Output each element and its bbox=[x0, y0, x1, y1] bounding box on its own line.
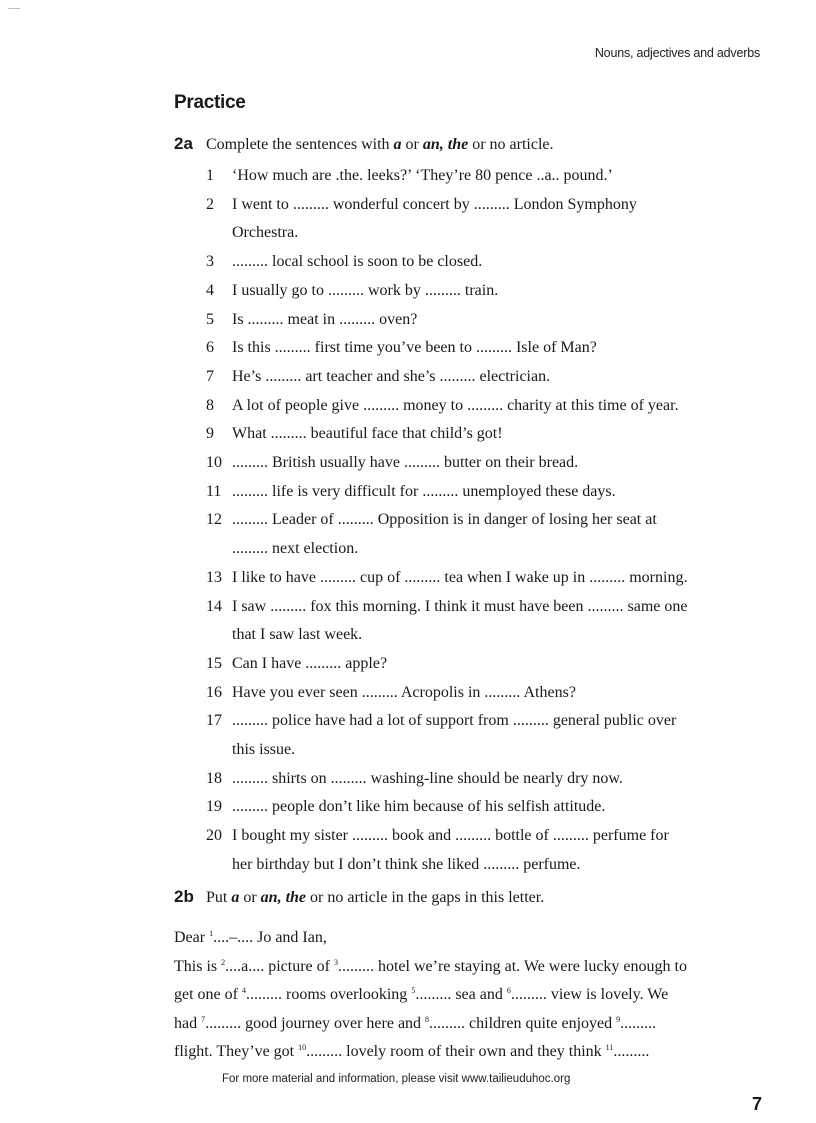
item-text: ......... people don’t like him because of his selfish attitude. bbox=[232, 798, 606, 816]
letter-text: ......... bbox=[620, 1014, 657, 1032]
item-number: 11 bbox=[206, 482, 222, 500]
exercise-2a-heading bbox=[174, 134, 554, 155]
letter-text: ....–.... Jo and Ian, bbox=[213, 929, 327, 946]
exercise-item bbox=[206, 363, 687, 392]
exercise-number: 2b bbox=[174, 887, 194, 906]
exercise-item bbox=[206, 822, 687, 851]
item-number: 16 bbox=[206, 683, 222, 701]
item-text: ......... next election. bbox=[232, 540, 359, 558]
gap-number: 8 bbox=[425, 1014, 430, 1024]
item-number: 9 bbox=[206, 425, 214, 443]
letter-text: get one of bbox=[174, 986, 242, 1003]
letter-text: ....a.... picture of bbox=[225, 957, 334, 975]
item-text: ......... Leader of ......... Opposition is in danger of losing her seat at bbox=[232, 511, 657, 529]
exercise-item bbox=[206, 793, 687, 822]
exercise-item bbox=[206, 650, 687, 679]
exercise-item bbox=[206, 478, 687, 507]
item-text: Is this ......... first time you’ve been to ......... Isle of Man? bbox=[232, 339, 597, 357]
letter-line bbox=[174, 1038, 687, 1067]
exercise-item-continuation bbox=[206, 736, 687, 765]
letter-text: ......... view is lovely. We bbox=[510, 986, 669, 1003]
item-text: Can I have ......... apple? bbox=[232, 654, 388, 672]
letter-line bbox=[174, 953, 687, 982]
exercise-instruction bbox=[206, 889, 544, 906]
exercise-item bbox=[206, 420, 687, 449]
item-text: her birthday but I don’t think she liked ......... perfume. bbox=[232, 855, 581, 873]
letter-text: Dear bbox=[174, 929, 210, 946]
exercise-item-continuation bbox=[206, 621, 687, 650]
letter-line bbox=[174, 1010, 687, 1039]
exercise-item-continuation bbox=[206, 535, 687, 564]
exercise-item bbox=[206, 392, 687, 421]
item-number: 7 bbox=[206, 367, 214, 385]
item-number: 15 bbox=[206, 654, 222, 672]
instruction-text: Put bbox=[206, 889, 232, 906]
letter-text: ......... rooms overlooking bbox=[245, 986, 412, 1003]
gap-number: 10 bbox=[298, 1043, 307, 1052]
gap-number: 6 bbox=[506, 986, 511, 995]
item-text: I like to have ......... cup of ......... tea when I wake up in ......... morning. bbox=[232, 568, 688, 586]
item-number: 3 bbox=[206, 253, 214, 271]
item-number: 20 bbox=[206, 827, 222, 845]
letter-text: ......... lovely room of their own and they think bbox=[306, 1043, 606, 1060]
exercise-item bbox=[206, 449, 687, 478]
gap-number: 9 bbox=[616, 1014, 621, 1024]
item-number: 4 bbox=[206, 281, 214, 299]
gap-number: 2 bbox=[221, 957, 226, 967]
instruction-text: the bbox=[285, 889, 307, 906]
item-number: 14 bbox=[206, 597, 222, 615]
exercise-item bbox=[206, 679, 687, 708]
item-text: I saw ......... fox this morning. I think it must have been ......... same one bbox=[232, 597, 688, 615]
item-number: 10 bbox=[206, 454, 222, 472]
gap-number: 1 bbox=[209, 929, 214, 938]
item-text: I went to ......... wonderful concert by ......... London Symphony bbox=[232, 195, 637, 213]
item-number: 6 bbox=[206, 339, 214, 357]
instruction-text: or no article. bbox=[468, 136, 554, 153]
letter-text: ......... sea and bbox=[415, 986, 507, 1003]
exercise-item bbox=[206, 248, 687, 277]
exercise-2b-heading bbox=[174, 887, 544, 908]
item-text: that I saw last week. bbox=[232, 626, 363, 644]
instruction-text: an, bbox=[422, 136, 444, 153]
item-number: 8 bbox=[206, 396, 214, 414]
corner-crop-mark bbox=[8, 8, 20, 9]
footer-note: For more material and information, please visit www.tailieuduhoc.org bbox=[222, 1073, 571, 1085]
gap-number: 11 bbox=[605, 1043, 614, 1052]
exercise-2b-letter bbox=[174, 924, 687, 1067]
exercise-item bbox=[206, 564, 687, 593]
gap-number: 3 bbox=[333, 957, 338, 967]
instruction-text: or bbox=[239, 889, 261, 906]
item-text: Have you ever seen ......... Acropolis in ......... Athens? bbox=[232, 683, 576, 701]
letter-text: ......... good journey over here and bbox=[205, 1014, 426, 1032]
item-text: ......... British usually have ......... butter on their bread. bbox=[232, 454, 579, 472]
letter-text: This is bbox=[174, 957, 222, 975]
item-text: ......... life is very difficult for ......... unemployed these days. bbox=[232, 482, 616, 500]
item-number: 1 bbox=[206, 167, 214, 184]
exercise-item bbox=[206, 191, 687, 220]
instruction-text: the bbox=[447, 136, 469, 153]
exercise-instruction bbox=[206, 136, 554, 153]
item-number: 12 bbox=[206, 511, 222, 529]
item-number: 18 bbox=[206, 769, 222, 787]
gap-number: 5 bbox=[411, 986, 416, 995]
item-text: this issue. bbox=[232, 741, 296, 759]
item-text: I usually go to ......... work by ......... train. bbox=[232, 281, 499, 299]
exercise-item bbox=[206, 277, 687, 306]
exercise-item bbox=[206, 162, 687, 191]
exercise-item bbox=[206, 707, 687, 736]
item-text: ......... police have had a lot of support from ......... general public over bbox=[232, 712, 677, 730]
letter-text: ......... hotel we’re staying at. We were lucky enough to bbox=[337, 957, 687, 975]
exercise-number: 2a bbox=[174, 134, 193, 153]
item-text: A lot of people give ......... money to ......... charity at this time of year. bbox=[232, 396, 679, 414]
exercise-item bbox=[206, 306, 687, 335]
instruction-text: Complete the sentences with bbox=[206, 136, 394, 153]
item-text: ......... local school is soon to be closed. bbox=[232, 253, 483, 271]
exercise-item-continuation bbox=[206, 219, 687, 248]
letter-line bbox=[174, 981, 687, 1010]
running-head: Nouns, adjectives and adverbs bbox=[594, 46, 760, 60]
letter-line bbox=[174, 924, 687, 953]
gap-number: 4 bbox=[241, 986, 246, 995]
item-number: 5 bbox=[206, 310, 214, 328]
item-number: 13 bbox=[206, 568, 222, 586]
exercise-item bbox=[206, 506, 687, 535]
item-number: 17 bbox=[206, 712, 222, 730]
letter-text: ......... children quite enjoyed bbox=[429, 1014, 617, 1032]
instruction-text: an, bbox=[260, 889, 282, 906]
exercise-item bbox=[206, 765, 687, 794]
gap-number: 7 bbox=[201, 1014, 206, 1024]
item-text: What ......... beautiful face that child’s got! bbox=[232, 425, 503, 443]
page-number: 7 bbox=[751, 1094, 762, 1114]
exercise-item bbox=[206, 334, 687, 363]
letter-text: had bbox=[174, 1014, 202, 1032]
item-text: He’s ......... art teacher and she’s ......... electrician. bbox=[232, 367, 551, 385]
item-number: 2 bbox=[206, 195, 214, 213]
item-text: ......... shirts on ......... washing-line should be nearly dry now. bbox=[232, 769, 623, 787]
item-text: Orchestra. bbox=[232, 224, 299, 242]
instruction-text: or bbox=[401, 136, 423, 153]
letter-text: ......... bbox=[613, 1043, 650, 1060]
instruction-text: or no article in the gaps in this letter. bbox=[306, 889, 545, 906]
exercise-item bbox=[206, 593, 687, 622]
instruction-text: a bbox=[393, 136, 402, 153]
item-number: 19 bbox=[206, 798, 222, 816]
item-text: Is ......... meat in ......... oven? bbox=[232, 310, 418, 328]
exercise-2a-items bbox=[206, 162, 687, 880]
item-text: I bought my sister ......... book and ......... bottle of ......... perfume for bbox=[232, 827, 669, 845]
item-text: ‘How much are .the. leeks?’ ‘They’re 80 pence ..a.. pound.’ bbox=[232, 167, 613, 184]
letter-text: flight. They’ve got bbox=[174, 1043, 299, 1060]
section-title: Practice bbox=[174, 92, 246, 113]
instruction-text: a bbox=[231, 889, 240, 906]
exercise-item-continuation bbox=[206, 851, 687, 880]
